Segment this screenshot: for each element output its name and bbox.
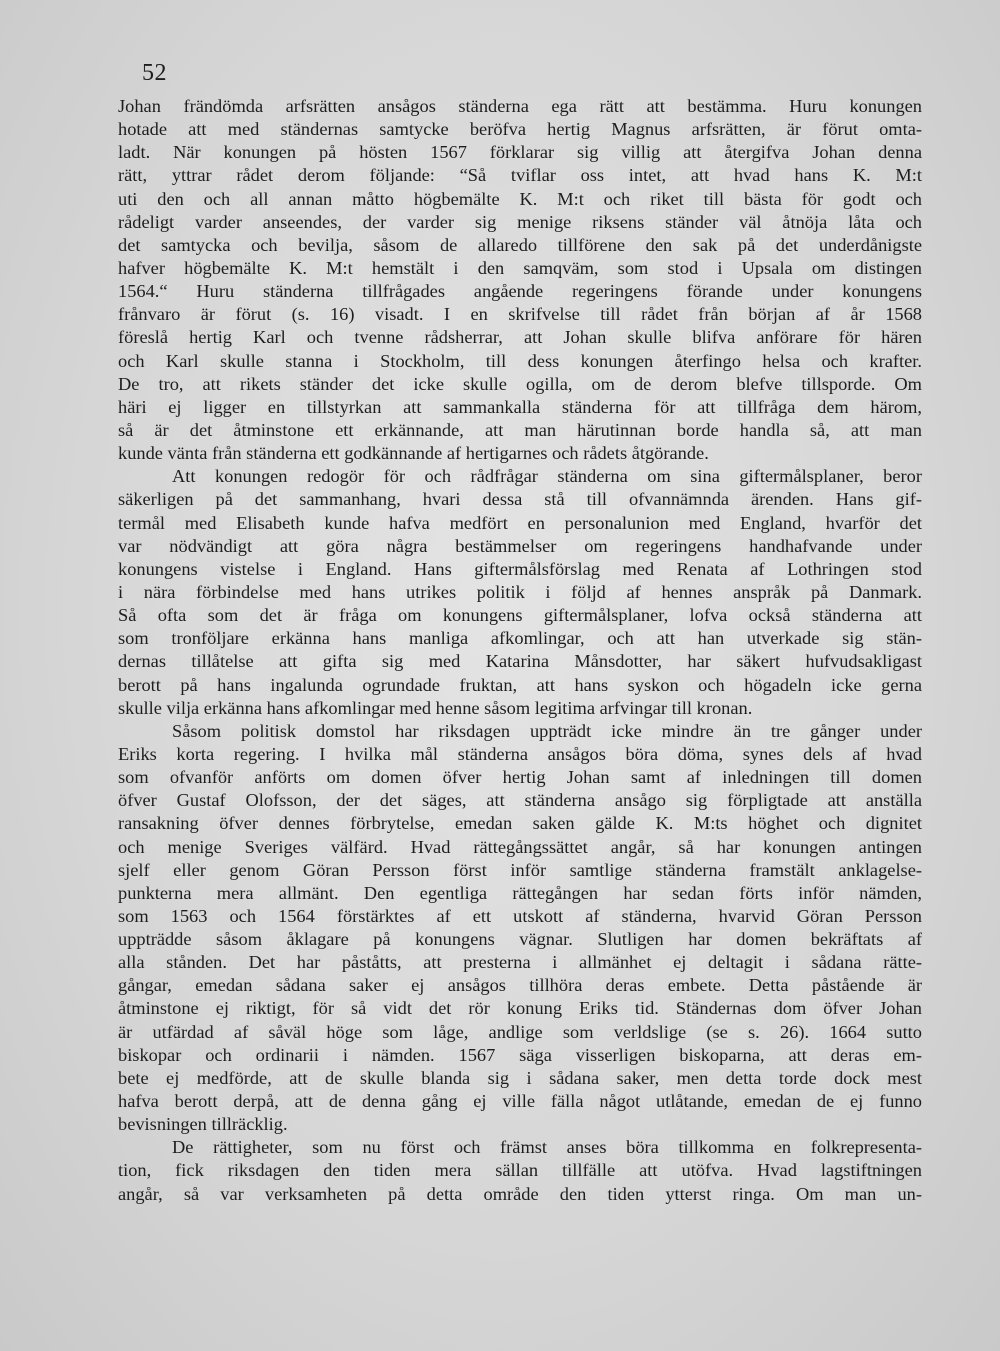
text-line: Johan frändömda arfsrätten ansågos ständerna ega rätt att bestämma. Huru konungen	[118, 96, 922, 116]
text-line: ladt. När konungen på hösten 1567 förklarar sig villig att återgifva Johan denna	[118, 142, 922, 163]
text-line: är utfärdad af såväl höge som låge, andlige som verldslige (se s. 26). 1664 sutto	[118, 1021, 922, 1042]
text-line: uppträdde såsom åklagare på konungens vägnar. Slutligen har domen bekräftats af	[118, 929, 922, 950]
text-line: Att konungen redogör för och rådfrågar ständerna om sina giftermålsplaner, beror	[172, 466, 922, 487]
text-line: 1564.“ Huru ständerna tillfrågades angående regeringens förande under konungens	[118, 281, 922, 302]
text-line: hafver högbemälte K. M:t hemstält i den samqväm, som stod i Upsala om distingen	[118, 257, 922, 278]
page-number: 52	[142, 60, 167, 86]
text-line: så är det åtminstone ett erkännande, att man härutinnan borde handla så, att man	[118, 419, 922, 440]
text-line: som ofvanför anförts om domen öfver hertig Johan samt af inledningen till domen	[118, 767, 922, 788]
text-line: gångar, emedan sådana saker ej ansågos tillhöra deras embete. Detta påstående är	[118, 975, 922, 996]
text-line: och menige Sveriges välfärd. Hvad rättegångssättet angår, så har konungen antingen	[118, 836, 922, 857]
text-line: De rättigheter, som nu först och främst anses böra tillkomma en folkrepresenta-	[172, 1137, 922, 1158]
text-line: rätt, yttrar rådet derom följande: “Så tviflar oss intet, att hvad hans K. M:t	[118, 165, 922, 186]
text-line: var nödvändigt att göra några bestämmelser om regeringens handhafvande under	[118, 535, 922, 556]
text-line: tion, fick riksdagen den tiden mera sällan tillfälle att utöfva. Hvad lagstiftningen	[118, 1160, 922, 1181]
text-line: angår, så var verksamheten på detta område den tiden ytterst ringa. Om man un-	[118, 1183, 922, 1204]
text-line: sjelf eller genom Göran Persson först inför samtlige ständerna framstält anklagelse-	[118, 859, 922, 880]
text-line: frånvaro är förut (s. 16) visadt. I en skrifvelse till rådet från början af år 1568	[118, 304, 922, 325]
text-line: och Karl skulle stanna i Stockholm, till dess konungen återfingo helsa och krafter.	[118, 350, 922, 371]
text-line: hotade att med ständernas samtycke beröfva hertig Magnus arfsrätten, är förut omta-	[118, 119, 922, 140]
text-line: kunde vänta från ständerna ett godkännande af hertigarnes och rådets åtgörande.	[118, 443, 709, 464]
text-line: rådeligt varder anseendes, der varder sig menige riksens ständer väl åtnöja låta och	[118, 211, 922, 232]
text-line: öfver Gustaf Olofsson, der det säges, att ständerna ansågo sig förpligtade att anställa	[118, 790, 922, 811]
text-line: bevisningen tillräcklig.	[118, 1114, 288, 1135]
text-line: Så ofta som det är fråga om konungens giftermålsplaner, lofva också ständerna att	[118, 605, 922, 626]
text-line: biskopar och ordinarii i nämden. 1567 säga visserligen biskoparna, att deras em-	[118, 1044, 922, 1065]
text-line: som 1563 och 1564 förstärktes af ett utskott af ständerna, hvarvid Göran Persson	[118, 905, 922, 926]
text-line: ransakning öfver dennes förbrytelse, emedan saken gälde K. M:ts höghet och dignitet	[118, 813, 922, 834]
text-line: säkerligen på det sammanhang, hvari dessa stå till ofvannämnda ärenden. Hans gif-	[118, 489, 922, 510]
text-line: dernas tillåtelse att gifta sig med Katarina Månsdotter, har säkert hufvudsakligast	[118, 651, 922, 672]
text-line: alla stånden. Det har påståtts, att presterna i allmänhet ej deltagit i sådana rätte-	[118, 952, 922, 973]
text-line: bete ej medförde, att de skulle blanda sig i sådana saker, men detta torde dock mest	[118, 1067, 922, 1088]
text-line: häri ej ligger en tillstyrkan att sammankalla ständerna för att tillfråga dem härom,	[118, 396, 922, 417]
text-line: skulle vilja erkänna hans afkomlingar med henne såsom legitima arfvingar till kronan.	[118, 697, 753, 718]
text-line: Eriks korta regering. I hvilka mål ständerna ansågos böra döma, synes dels af hvad	[118, 743, 922, 764]
body-text	[118, 95, 922, 1206]
text-line: punkterna mera allmänt. Den egentliga rättegången har sedan förts inför nämden,	[118, 882, 922, 903]
text-line: De tro, att rikets ständer det icke skulle ogilla, om de derom blefve tillsporde. Om	[118, 373, 922, 394]
text-line: åtminstone ej riktigt, för så vidt det rör konung Eriks tid. Ständernas dom öfver Johan	[118, 998, 922, 1019]
text-line: uti den och all annan måtto högbemälte K. M:t och riket till bästa för godt och	[118, 188, 922, 209]
text-line: konungens vistelse i England. Hans giftermålsförslag med Renata af Lothringen stod	[118, 558, 922, 579]
text-line: i nära förbindelse med hans utrikes politik i följd af hennes anspråk på Danmark.	[118, 581, 922, 602]
text-line: som tronföljare erkänna hans manliga afkomlingar, och att han utverkade sig stän-	[118, 628, 922, 649]
text-line: det samtycka och bevilja, såsom de allaredo tillförene den sak på det underdånigste	[118, 234, 922, 255]
text-line: Såsom politisk domstol har riksdagen uppträdt icke mindre än tre gånger under	[172, 720, 922, 741]
text-line: termål med Elisabeth kunde hafva medfört en personalunion med England, hvarför det	[118, 512, 922, 533]
text-line: hafva berott derpå, att de denna gång ej ville fälla något utlåtande, emedan de ej funno	[118, 1091, 922, 1112]
text-line: föreslå hertig Karl och tvenne rådsherrar, att Johan skulle blifva anförare för hären	[118, 327, 922, 348]
text-line: berott på hans ingalunda ogrundade fruktan, att hans syskon och högadeln icke gerna	[118, 674, 922, 695]
